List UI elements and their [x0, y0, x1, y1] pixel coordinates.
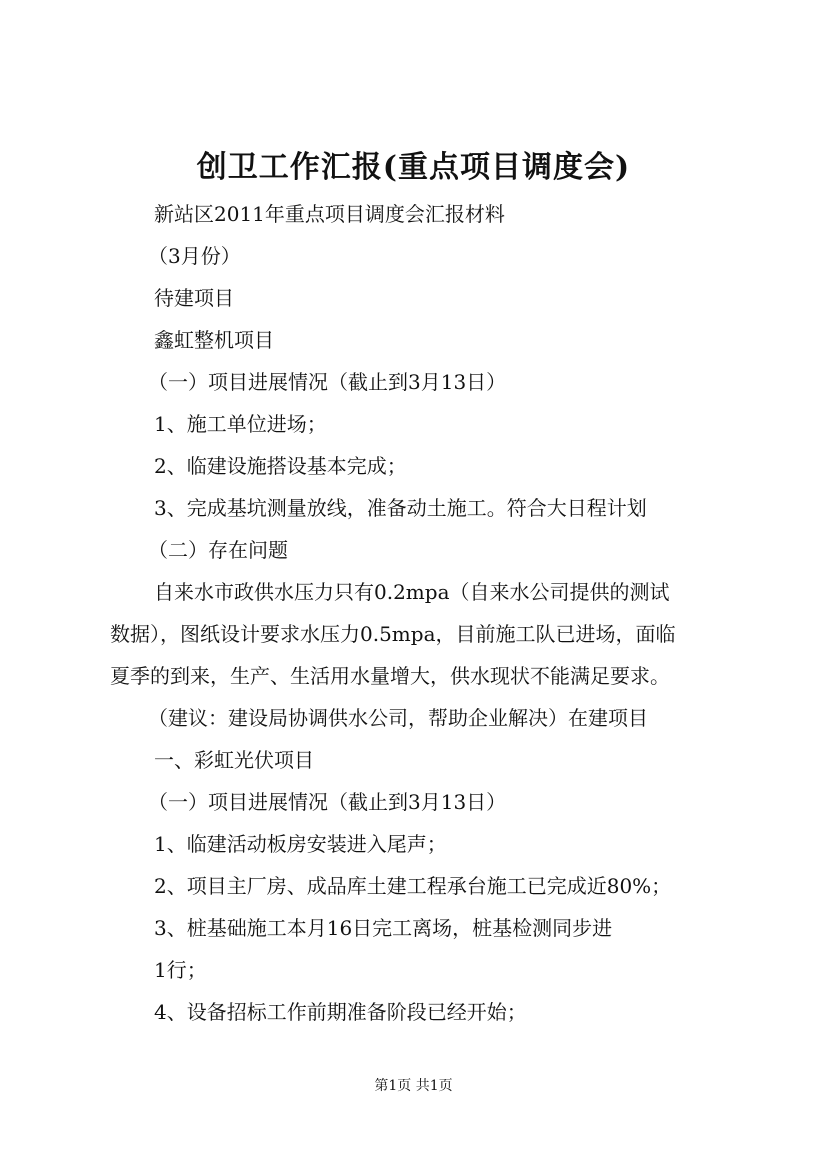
text-line: （二）存在问题	[148, 538, 288, 562]
text-line: （建议：建设局协调供水公司，帮助企业解决）在建项目	[148, 706, 648, 730]
text-line: 3、完成基坑测量放线，准备动土施工。符合大日程计划	[154, 496, 647, 520]
text-line: 鑫虹整机项目	[154, 328, 274, 352]
text-line: 1行；	[154, 958, 207, 982]
text-line: 4、设备招标工作前期准备阶段已经开始；	[154, 1000, 527, 1024]
text-line: 1、施工单位进场；	[154, 412, 327, 436]
text-line: 1、临建活动板房安装进入尾声；	[154, 832, 447, 856]
page-footer: 第1页 共1页	[374, 1078, 453, 1094]
text-line: 新站区2011年重点项目调度会汇报材料	[154, 202, 505, 226]
text-line: 一、彩虹光伏项目	[154, 748, 314, 772]
text-line: （3月份）	[148, 244, 241, 268]
text-line: 待建项目	[154, 286, 234, 310]
text-line: 2、临建设施搭设基本完成；	[154, 454, 407, 478]
text-line: 数据），图纸设计要求水压力0.5mpa，目前施工队已进场，面临	[110, 622, 676, 646]
text-line: （一）项目进展情况（截止到3月13日）	[148, 370, 507, 394]
text-line: 2、项目主厂房、成品库土建工程承台施工已完成近80%；	[154, 874, 672, 898]
text-line: 3、桩基础施工本月16日完工离场，桩基检测同步进	[154, 916, 613, 940]
text-line: 夏季的到来，生产、生活用水量增大，供水现状不能满足要求。	[110, 664, 670, 688]
text-line: 自来水市政供水压力只有0.2mpa（自来水公司提供的测试	[154, 580, 670, 604]
text-line: （一）项目进展情况（截止到3月13日）	[148, 790, 507, 814]
document-title: 创卫工作汇报(重点项目调度会)	[196, 150, 631, 185]
